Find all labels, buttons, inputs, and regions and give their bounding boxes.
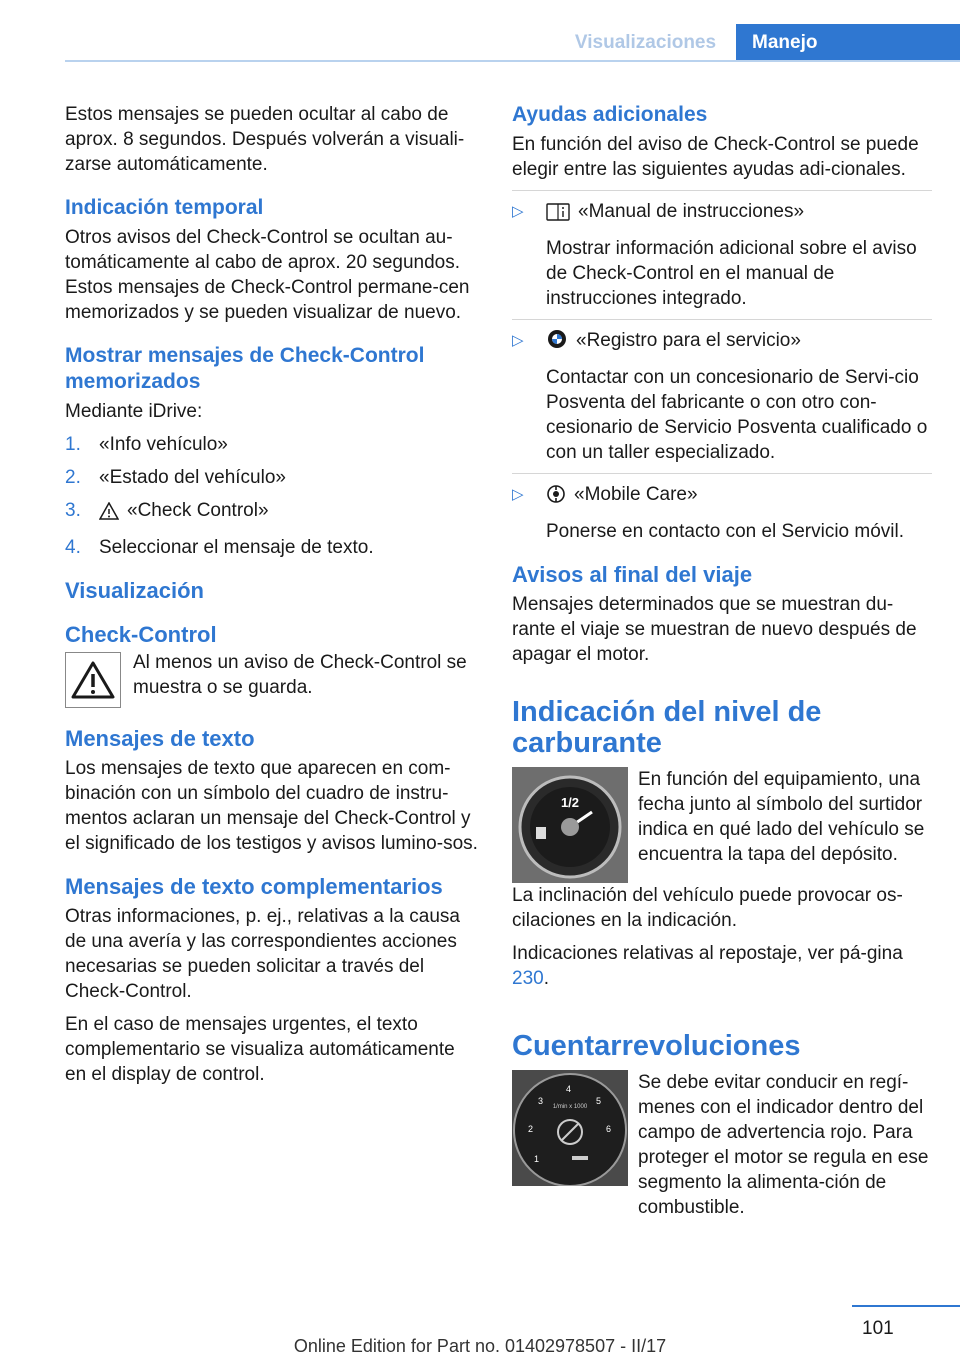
check-control-paragraph: Al menos un aviso de Check-Control se muestra o se guarda. [133, 652, 467, 698]
right-column [512, 102, 932, 1228]
step-item [65, 465, 479, 490]
complementarios-paragraph-1: Otras informaciones, p. ej., relativas a la causa de una avería y las correspondientes acciones necesarias se pueden solicitar a través del Check-Control. [65, 906, 460, 1002]
help-description: Mostrar información adicional sobre el aviso de Check-Control en el manual de instrucciones integrado. [546, 238, 917, 309]
footer-edition: Online Edition for Part no. 01402978507 - II/17 [293, 1336, 667, 1356]
svg-text:1: 1 [534, 1154, 540, 1164]
page-link-230[interactable]: 230 [512, 968, 544, 989]
heading-visualizacion: Visualización [65, 578, 204, 603]
divider [512, 319, 932, 320]
step-number: 4. [65, 537, 81, 558]
page-number: 101 [862, 1318, 894, 1339]
heading-mensajes-complementarios: Mensajes de texto complementarios [65, 874, 443, 899]
triangle-bullet-icon: ▷ [512, 203, 524, 220]
header-rule [65, 60, 960, 62]
heading-avisos-final: Avisos al final del viaje [512, 562, 753, 587]
helps-list [512, 199, 932, 544]
svg-text:5: 5 [596, 1096, 602, 1106]
help-label: «Mobile Care» [574, 484, 698, 505]
svg-text:3: 3 [538, 1096, 544, 1106]
step-item [65, 535, 479, 560]
steps-list [65, 432, 479, 560]
tachometer-row [512, 1070, 932, 1228]
footer-rule [852, 1305, 960, 1307]
svg-text:6: 6 [606, 1124, 612, 1134]
fuel-gauge-row [512, 767, 932, 883]
help-item-service [512, 328, 932, 465]
svg-text:1/min x 1000: 1/min x 1000 [552, 1104, 588, 1110]
inclinacion-paragraph: La inclinación del vehículo puede provocar os‐cilaciones en la indicación. [512, 885, 903, 931]
divider [512, 473, 932, 474]
step-text: «Info vehículo» [99, 434, 228, 455]
nivel-paragraph: En función del equipamiento, una fecha junto al símbolo del surtidor indica en qué lado del vehículo se encuentra la tapa del depósito. [638, 769, 925, 865]
heading-indicacion-temporal: Indicación temporal [65, 196, 264, 219]
step-item [65, 432, 479, 457]
manual-icon [546, 203, 570, 228]
fuel-gauge-half-label: 1/2 [560, 795, 580, 810]
complementarios-paragraph-2: En el caso de mensajes urgentes, el texto complementario se visualiza automáticamente en el display de control. [65, 1014, 455, 1085]
ayudas-paragraph: En función del aviso de Check-Control se puede elegir entre las siguientes ayudas adi‐cionales. [512, 134, 919, 180]
cuenta-paragraph: Se debe evitar conducir en regí‐menes con el indicador dentro del campo de advertencia rojo. Para proteger el motor se regula en ese segmento la alimenta‐ción de combustible. [638, 1072, 929, 1218]
warning-triangle-icon [99, 502, 119, 527]
heading-cuentarrevoluciones: Cuentarrevoluciones [512, 1030, 801, 1062]
step-number: 3. [65, 500, 81, 521]
fuel-gauge-image [512, 767, 628, 883]
repostaje-paragraph [512, 941, 932, 991]
header-tab-manejo[interactable]: Manejo [736, 24, 960, 62]
service-icon [546, 328, 568, 357]
check-control-warning-icon [65, 652, 121, 708]
triangle-bullet-icon: ▷ [512, 332, 524, 349]
tachometer-image [512, 1070, 628, 1186]
help-label: «Registro para el servicio» [576, 330, 801, 351]
step-text: «Estado del vehículo» [99, 467, 286, 488]
step-text: Seleccionar el mensaje de texto. [99, 537, 374, 558]
svg-text:2: 2 [528, 1124, 534, 1134]
step-item [65, 498, 479, 527]
heading-mostrar-mensajes: Mostrar mensajes de Check-Control memorizados [65, 344, 425, 393]
check-control-row [65, 652, 479, 708]
triangle-bullet-icon: ▷ [512, 486, 524, 503]
step-text: «Check Control» [127, 500, 269, 521]
idrive-paragraph: Mediante iDrive: [65, 401, 203, 422]
help-description: Contactar con un concesionario de Servi‐cio Posventa del fabricante o con otro con‐cesionario de Servicio Posventa cualificado o con un taller especializado. [546, 367, 928, 463]
temporal-paragraph: Otros avisos del Check-Control se ocultan au‐tomáticamente al cabo de aprox. 20 segundos. Estos mensajes de Check-Control permane‐cen memorizados y se pueden visualizar de nuevo. [65, 227, 470, 323]
heading-check-control: Check-Control [65, 622, 217, 647]
header-tab-visualizaciones[interactable]: Visualizaciones [574, 32, 717, 53]
help-item-mobile-care [512, 482, 932, 544]
mobile-care-icon [546, 484, 566, 511]
divider [512, 190, 932, 191]
left-column [65, 102, 479, 1095]
help-description: Ponerse en contacto con el Servicio móvil. [546, 521, 905, 542]
repostaje-period: . [543, 968, 549, 989]
svg-text:4: 4 [566, 1084, 572, 1094]
repostaje-text: Indicaciones relativas al repostaje, ver pá‐gina [512, 943, 903, 964]
help-item-manual [512, 199, 932, 311]
avisos-paragraph: Mensajes determinados que se muestran du‐rante el viaje se muestran de nuevo después de apagar el motor. [512, 594, 917, 665]
heading-ayudas-adicionales: Ayudas adicionales [512, 103, 708, 126]
heading-mensajes-texto: Mensajes de texto [65, 726, 255, 751]
help-label: «Manual de instrucciones» [578, 201, 805, 222]
texto-paragraph: Los mensajes de texto que aparecen en com‐binación con un símbolo del cuadro de instru‐mentos aclaran un mensaje del Check-Control y el significado de los testigos y avisos lumino‐sos. [65, 758, 478, 854]
heading-nivel-carburante: Indicación del nivel de carburante [512, 696, 822, 759]
step-number: 1. [65, 434, 81, 455]
step-number: 2. [65, 467, 81, 488]
intro-paragraph: Estos mensajes se pueden ocultar al cabo de aprox. 8 segundos. Después volverán a visuali‐zarse automáticamente. [65, 104, 465, 175]
